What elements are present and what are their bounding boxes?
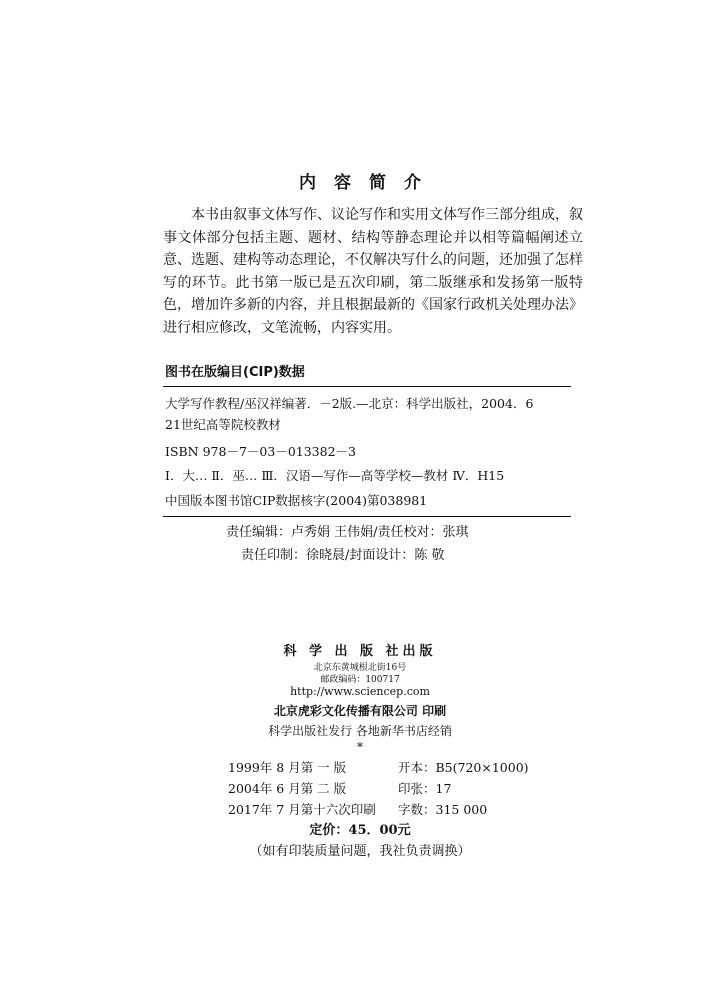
edition-spec: 开本：B5(720×1000) (398, 760, 529, 775)
edition-date: 2004年 6 月第 二 版 (228, 781, 347, 796)
section-separator: * (357, 740, 363, 754)
cip-line-isbn: ISBN 978－7－03－013382－3 (165, 444, 356, 459)
cip-line-record-number: 中国版本图书馆CIP数据核字(2004)第038981 (165, 493, 428, 508)
cip-top-divider (163, 386, 571, 387)
cip-line-title-edition: 大学写作教程/巫汉祥编著．－2版.—北京：科学出版社，2004．6 (165, 396, 534, 411)
cip-line-classification: Ⅰ．大… Ⅱ．巫… Ⅲ．汉语—写作—高等学校—教材 Ⅳ．H15 (165, 468, 505, 483)
summary-title: 内容简介 (299, 173, 439, 193)
edition-row (228, 758, 529, 776)
edition-spec: 印张：17 (398, 781, 452, 796)
price: 定价：45．00元 (309, 823, 411, 838)
publisher-postcode: 邮政编码：100717 (320, 675, 400, 685)
summary-body: 本书由叙事文体写作、议论写作和实用文体写作三部分组成，叙事文体部分包括主题、题材、结构等静态理论并以相等篇幅阐述立意、选题、建构等动态理论，不仅解决写什么的问题，还加强了怎样写的环节。此书第一版已是五次印刷，第二版继承和发扬第一版特色，增加许多新的内容，并且根据最新的《国家行政机关处理办法》进行相应修改，文笔流畅，内容实用。 (163, 207, 583, 336)
edition-row (228, 800, 508, 818)
edition-spec: 字数：315 000 (398, 802, 488, 817)
distribution-line: 科学出版社发行 各地新华书店经销 (268, 724, 452, 738)
cip-bottom-divider (163, 516, 571, 517)
production-credits: 责任印制：徐晓晨/封面设计：陈 敬 (241, 548, 445, 563)
printer-line: 北京虎彩文化传播有限公司 印刷 (273, 704, 447, 718)
publisher-name: 科 学 出 版 社出版 (283, 644, 437, 659)
return-note: （如有印装质量问题，我社负责调换） (249, 844, 471, 859)
edition-row (228, 779, 508, 797)
cip-line-series: 21世纪高等院校教材 (165, 417, 281, 432)
edition-date: 1999年 8 月第 一 版 (228, 760, 347, 775)
publisher-url: http://www.sciencep.com (290, 685, 430, 698)
edition-date: 2017年 7 月第十六次印刷 (228, 802, 376, 817)
editor-credits: 责任编辑：卢秀娟 王伟娟/责任校对：张琪 (226, 525, 469, 540)
cip-heading: 图书在版编目(CIP)数据 (165, 365, 305, 380)
publisher-address: 北京东黄城根北街16号 (313, 663, 407, 673)
